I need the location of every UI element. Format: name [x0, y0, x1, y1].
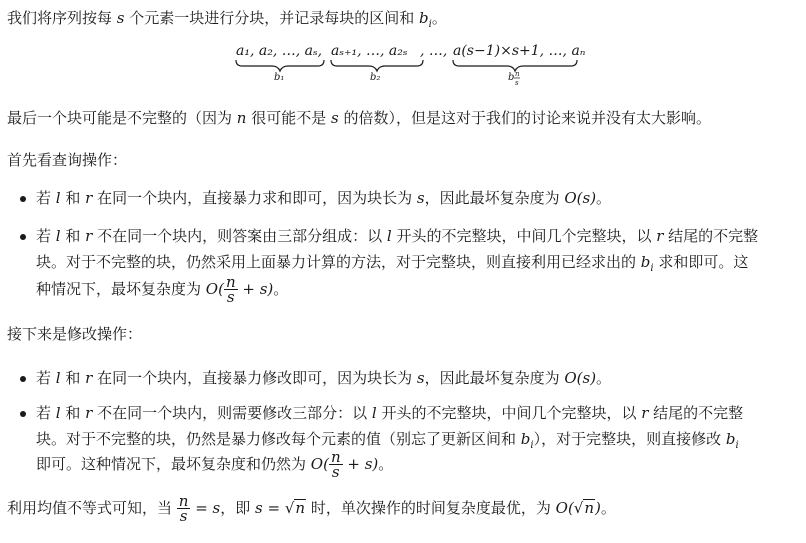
brace-label-1: b₁ — [274, 72, 285, 83]
bi-symbol: $b_i$ — [419, 9, 432, 30]
formula-group-1: a₁, a₂, …, aₛ, — [236, 43, 323, 59]
fraction-n-over-s: $\frac{n}{s}$ — [225, 273, 236, 306]
formula-group-2: aₛ₊₁, …, a₂ₛ — [331, 43, 408, 59]
svg-text:n: n — [515, 70, 520, 78]
fraction-n-over-s: $\frac{n}{s}$ — [178, 492, 189, 525]
underbrace-2 — [331, 60, 423, 71]
formula-mid: , …, — [420, 43, 448, 59]
block-formula — [0, 40, 806, 90]
remark-paragraph: 最后一个块可能是不完整的（因为 n 很可能不是 s 的倍数），但是这对于我们的讨论来说并没有太大影响。 — [7, 109, 711, 127]
brace-label-3: b — [508, 72, 515, 83]
formula-group-3: a(s−1)×s+1, …, aₙ — [453, 43, 586, 59]
intro-paragraph: 我们将序列按每 s 个元素一块进行分块，并记录每块的区间和 $b_i$。 — [7, 9, 447, 30]
bullet-dot — [20, 234, 26, 240]
query-title: 首先看查询操作： — [7, 151, 128, 169]
brace-label-2: b₂ — [370, 72, 381, 83]
underbrace-1 — [236, 60, 324, 71]
bullet-dot — [20, 411, 26, 417]
bullet-dot — [20, 196, 26, 202]
bullet-dot — [20, 376, 26, 382]
modify-title: 接下来是修改操作： — [7, 325, 143, 343]
fraction-n-over-s: $\frac{n}{s}$ — [330, 448, 341, 481]
svg-text:s: s — [515, 79, 519, 87]
final-paragraph: 利用均值不等式可知，当 $\frac{n}{s}$ = s，即 s = √n 时，单次操作的时间复杂度最优，为 O(√n)。 — [7, 492, 616, 525]
sqrt-n: n — [295, 499, 306, 517]
